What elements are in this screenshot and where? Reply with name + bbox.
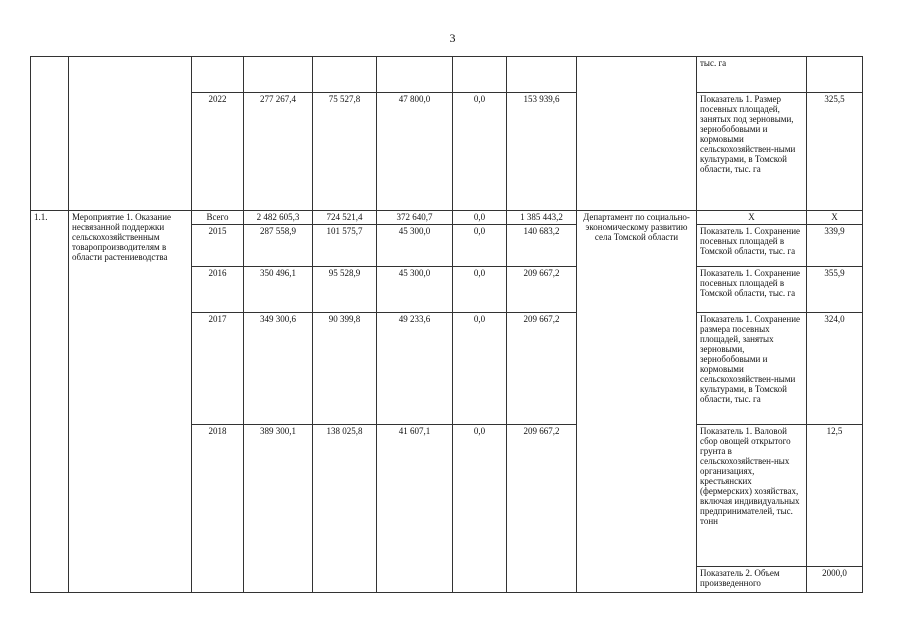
cont-year-cell <box>192 57 244 93</box>
value-cell: 140 683,2 <box>507 225 577 267</box>
value-cell: 209 667,2 <box>507 267 577 313</box>
year-cell: 2015 <box>192 225 244 267</box>
year-cell: Всего <box>192 211 244 225</box>
total-cell: 277 267,4 <box>244 93 313 211</box>
table-row <box>31 57 863 93</box>
indicator-value-cell: 324,0 <box>807 313 863 425</box>
indicator-value-cell: 2000,0 <box>807 567 863 593</box>
value-cell: 724 521,4 <box>313 211 377 225</box>
indicator-cell: Показатель 2. Объем произведенного <box>697 567 807 593</box>
value-cell: 0,0 <box>453 211 507 225</box>
value-cell: 101 575,7 <box>313 225 377 267</box>
executor-cell: Департамент по социально-экономическому развитию села Томской области <box>577 211 697 593</box>
year-cell: 2018 <box>192 425 244 593</box>
total-cell: 350 496,1 <box>244 267 313 313</box>
value-cell: 47 800,0 <box>377 93 453 211</box>
value-cell: 0,0 <box>453 313 507 425</box>
value-cell: 1 385 443,2 <box>507 211 577 225</box>
value-cell: 209 667,2 <box>507 425 577 593</box>
year-cell: 2017 <box>192 313 244 425</box>
indicator-cell: Показатель 1. Сохранение размера посевных площадей, занятых зерновыми, зернобобовыми и кормовыми сельскохозяйствен-ными культурами, в Томской области, тыс. га <box>697 313 807 425</box>
cont-executor-cell <box>577 57 697 211</box>
indicator-value-cell: Х <box>807 211 863 225</box>
indicator-value-cell: 339,9 <box>807 225 863 267</box>
value-cell: 138 025,8 <box>313 425 377 593</box>
value-cell: 0,0 <box>453 425 507 593</box>
indicator-cell: Показатель 1. Валовой сбор овощей открытого грунта в сельскохозяйствен-ных организациях, крестьянских (фермерских) хозяйствах, включая индивидуальных предпринимателей, тыс. тонн <box>697 425 807 567</box>
measure-name: Мероприятие 1. Оказание несвязанной поддержки сельскохозяйственным товаропроизводителям в области растениеводства <box>69 211 192 593</box>
measure-number: 1.1. <box>31 211 69 593</box>
indicator-cell: Показатель 1. Размер посевных площадей, занятых под зерновыми, зернобобовыми и кормовыми сельскохозяйствен-ными культурами, в Томской области, тыс. га <box>697 93 807 211</box>
value-cell: 75 527,8 <box>313 93 377 211</box>
total-cell: 287 558,9 <box>244 225 313 267</box>
value-cell: 45 300,0 <box>377 267 453 313</box>
value-cell: 153 939,6 <box>507 93 577 211</box>
year-cell: 2022 <box>192 93 244 211</box>
total-cell: 349 300,6 <box>244 313 313 425</box>
indicator-value-cell: 12,5 <box>807 425 863 567</box>
indicator-cell: Показатель 1. Сохранение посевных площадей в Томской области, тыс. га <box>697 267 807 313</box>
table-row <box>31 211 863 225</box>
value-cell: 45 300,0 <box>377 225 453 267</box>
value-cell: 209 667,2 <box>507 313 577 425</box>
total-cell: 389 300,1 <box>244 425 313 593</box>
value-cell: 0,0 <box>453 93 507 211</box>
value-cell: 372 640,7 <box>377 211 453 225</box>
cont-num-cell <box>31 57 69 211</box>
indicator-value-cell: 355,9 <box>807 267 863 313</box>
indicator-cell: Х <box>697 211 807 225</box>
indicator-value-cell: 325,5 <box>807 93 863 211</box>
value-cell: 90 399,8 <box>313 313 377 425</box>
program-table <box>30 56 863 593</box>
indicator-cell: Показатель 1. Сохранение посевных площадей в Томской области, тыс. га <box>697 225 807 267</box>
cont-name-cell <box>69 57 192 211</box>
total-cell: 2 482 605,3 <box>244 211 313 225</box>
value-cell: 0,0 <box>453 267 507 313</box>
page-number: 3 <box>449 31 456 45</box>
value-cell: 41 607,1 <box>377 425 453 593</box>
value-cell: 95 528,9 <box>313 267 377 313</box>
year-cell: 2016 <box>192 267 244 313</box>
indicator-cell: тыс. га <box>697 57 807 93</box>
value-cell: 0,0 <box>453 225 507 267</box>
value-cell: 49 233,6 <box>377 313 453 425</box>
